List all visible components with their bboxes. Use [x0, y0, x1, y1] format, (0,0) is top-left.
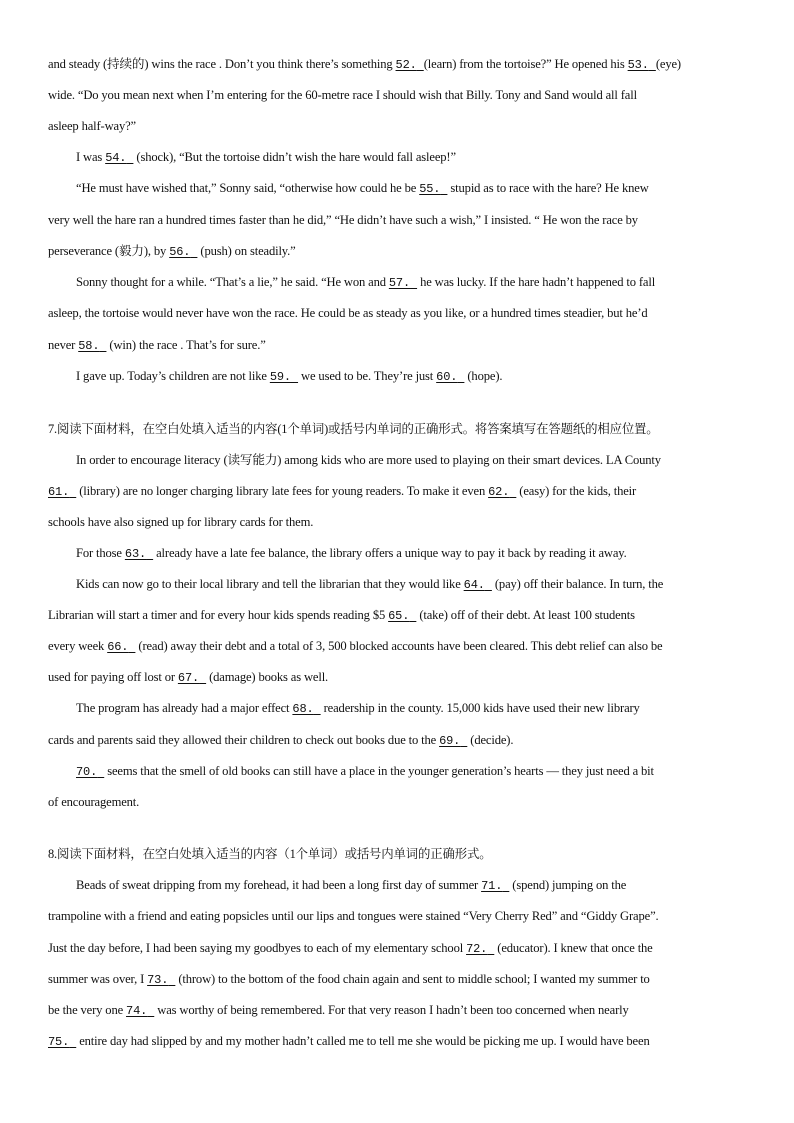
text-line [48, 212, 638, 228]
line-text: seems that the smell of old books can still have a place in the younger generation’s hearts — they just need a bit [104, 764, 654, 778]
text-line [76, 545, 627, 562]
text-line [76, 452, 661, 468]
text-line [48, 971, 650, 988]
line-text: (pay) off their balance. In turn, the [491, 577, 664, 591]
text-line [48, 607, 635, 624]
blank-55: 55. [419, 182, 441, 196]
line-text: (push) on steadily.” [197, 244, 296, 258]
text-line [48, 1002, 629, 1019]
section-heading-8 [48, 846, 491, 862]
text-line [48, 337, 266, 354]
line-text: (easy) for the kids, their [516, 484, 637, 498]
text-line [76, 700, 640, 717]
blank-66: 66. [107, 640, 129, 654]
blank-65: 65. [388, 609, 410, 623]
line-text: every week [48, 639, 108, 653]
line-text: Just the day before, I had been saying my goodbyes to each of my elementary school [48, 941, 467, 955]
line-text: asleep, the tortoise would never have won the race. He could be as steady as you like, or a hundred times steadier, but he’d [48, 306, 648, 320]
line-text: already have a late fee balance, the library offers a unique way to pay it back by reading it away. [153, 546, 627, 560]
line-text: “He must have wished that,” Sonny said, “otherwise how could he be [76, 181, 420, 195]
heading-text: 8.阅读下面材料，在空白处填入适当的内容（1个单词）或括号内单词的正确形式。 [48, 847, 492, 861]
line-text: In order to encourage literacy (读写能力) among kids who are more used to playing on their smart devices. LA County [76, 453, 661, 467]
line-text: schools have also signed up for library cards for them. [48, 515, 314, 529]
blank-58: 58. [78, 339, 100, 353]
blank-61: 61. [48, 485, 70, 499]
line-text: wide. “Do you mean next when I’m entering for the 60-metre race I should wish that Billy. Tony and Sand would all fall [48, 88, 637, 102]
line-text: (learn) from the tortoise?” He opened his [423, 57, 628, 71]
line-text: For those [76, 546, 125, 560]
line-text: never [48, 338, 79, 352]
line-text: (library) are no longer charging library late fees for young readers. To make it even [76, 484, 489, 498]
line-text: (shock), “But the tortoise didn’t wish the hare would fall asleep!” [133, 150, 456, 164]
line-text: Sonny thought for a while. “That’s a lie,” he said. “He won and [76, 275, 389, 289]
blank-67: 67. [177, 671, 200, 685]
blank-57: 57. [388, 276, 411, 290]
text-line [76, 274, 655, 291]
text-line [48, 243, 296, 260]
text-line [48, 669, 328, 686]
text-line [76, 763, 654, 780]
line-text: I gave up. Today’s children are not like [76, 369, 270, 383]
line-text: (hope). [464, 369, 503, 383]
line-text: (educator). I knew that once the [494, 941, 653, 955]
line-text: (throw) to the bottom of the food chain again and sent to middle school; I wanted my summer to [175, 972, 650, 986]
line-text: (win) the race . That’s for sure.” [106, 338, 266, 352]
blank-75: 75. [48, 1035, 70, 1049]
line-text: be the very one [48, 1003, 127, 1017]
blank-68: 68. [292, 702, 314, 716]
blank-72: 72. [466, 942, 488, 956]
blank-70: 70. [76, 765, 98, 779]
text-line [48, 1033, 650, 1050]
line-text: was worthy of being remembered. For that very reason I hadn’t been too concerned when nearly [154, 1003, 629, 1017]
text-line [76, 180, 649, 197]
line-text: and steady (持续的) wins the race . Don’t you think there’s something [48, 57, 396, 71]
heading-text: 7.阅读下面材料，在空白处填入适当的内容(1个单词)或括号内单词的正确形式。将答案填写在答题纸的相应位置。 [48, 422, 659, 436]
line-text: I was [76, 150, 106, 164]
line-text: (read) away their debt and a total of 3, 500 blocked accounts have been cleared. This debt relief can also be [135, 639, 663, 653]
line-text: (spend) jumping on the [509, 878, 627, 892]
blank-54: 54. [105, 151, 127, 165]
blank-60: 60. [436, 370, 458, 384]
line-text: The program has already had a major effect [76, 701, 293, 715]
text-line [48, 56, 681, 73]
blank-56: 56. [169, 245, 191, 259]
blank-59: 59. [269, 370, 291, 384]
line-text: very well the hare ran a hundred times faster than he did,” “He didn’t have such a wish,” I insisted. “ He won the race by [48, 213, 638, 227]
line-text: asleep half-way?” [48, 119, 136, 133]
blank-71: 71. [481, 879, 503, 893]
line-text: of encouragement. [48, 795, 140, 809]
blank-53: 53. [627, 58, 649, 72]
text-line [76, 149, 456, 166]
section-heading-7 [48, 421, 659, 437]
blank-63: 63. [124, 547, 147, 561]
blank-74: 74. [126, 1004, 148, 1018]
text-line [48, 940, 653, 957]
line-text: readership in the county. 15,000 kids have used their new library [320, 701, 640, 715]
line-text: (damage) books as well. [206, 670, 329, 684]
line-text: entire day had slipped by and my mother hadn’t called me to tell me she would be picking me up. I would have been [76, 1034, 650, 1048]
text-line [76, 877, 626, 894]
line-text: (take) off of their debt. At least 100 students [416, 608, 635, 622]
text-line [48, 118, 136, 134]
text-line [48, 794, 139, 810]
line-text: Beads of sweat dripping from my forehead, it had been a long first day of summer [76, 878, 482, 892]
line-text: Librarian will start a timer and for every hour kids spends reading $5 [48, 608, 389, 622]
line-text: (eye) [655, 57, 681, 71]
line-text: (decide). [467, 733, 514, 747]
text-line [76, 368, 502, 385]
text-line [48, 638, 662, 655]
blank-64: 64. [463, 578, 485, 592]
line-text: cards and parents said they allowed their children to check out books due to the [48, 733, 440, 747]
line-text: we used to be. They’re just [298, 369, 437, 383]
text-line [76, 576, 663, 593]
text-line [48, 87, 637, 103]
text-line [48, 908, 659, 924]
text-line [48, 305, 648, 321]
text-line [48, 732, 513, 749]
text-line [48, 514, 313, 530]
line-text: stupid as to race with the hare? He knew [447, 181, 649, 195]
blank-62: 62. [488, 485, 510, 499]
line-text: perseverance (毅力), by [48, 244, 170, 258]
line-text: used for paying off lost or [48, 670, 178, 684]
blank-73: 73. [147, 973, 169, 987]
text-line [48, 483, 636, 500]
blank-52: 52. [395, 58, 417, 72]
line-text: summer was over, I [48, 972, 148, 986]
blank-69: 69. [439, 734, 461, 748]
line-text: Kids can now go to their local library and tell the librarian that they would like [76, 577, 464, 591]
line-text: trampoline with a friend and eating popsicles until our lips and tongues were stained “Very Cherry Red” and “Giddy Grape”. [48, 909, 659, 923]
line-text: he was lucky. If the hare hadn’t happened to fall [417, 275, 656, 289]
